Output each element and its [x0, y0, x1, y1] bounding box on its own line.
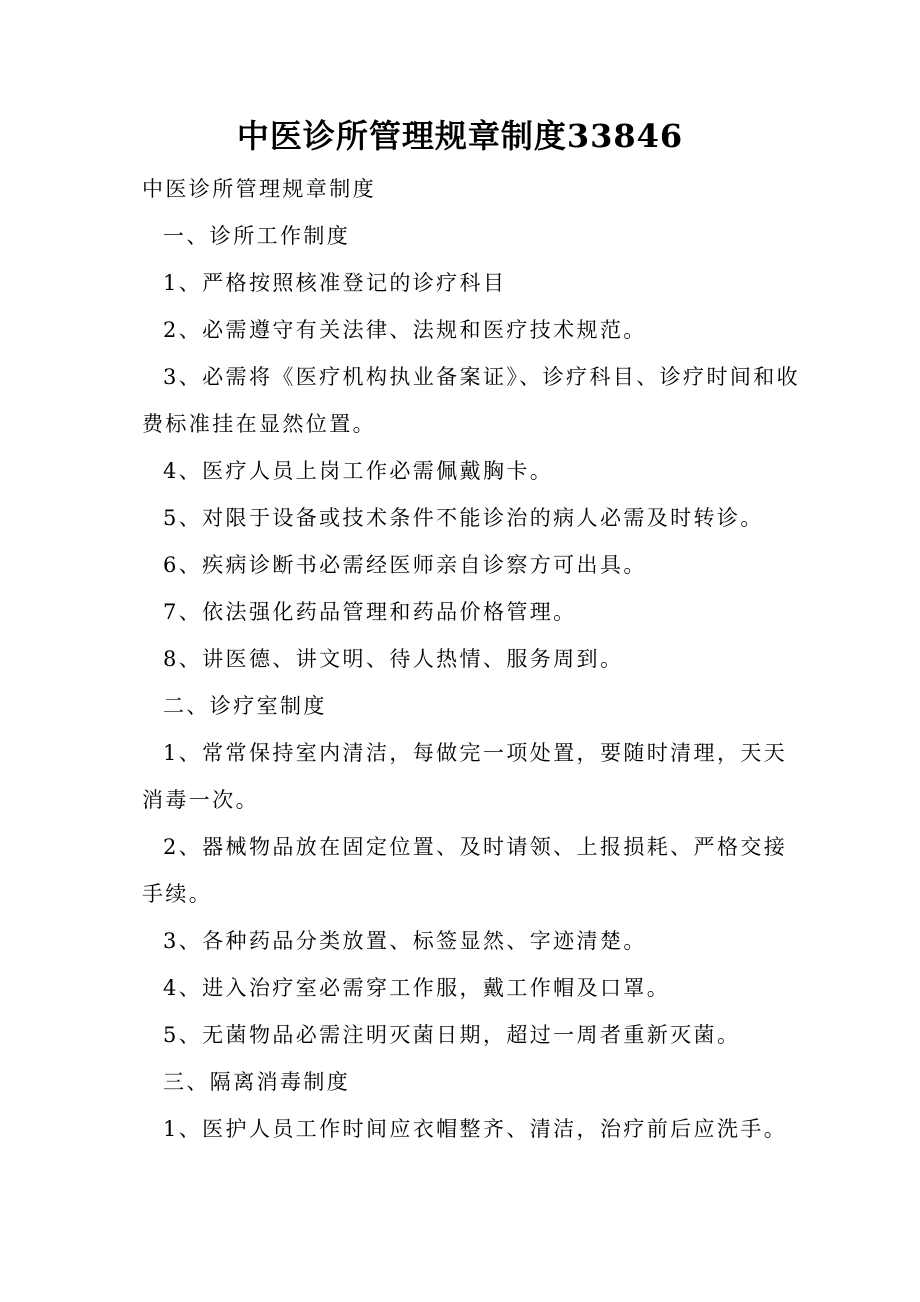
- paragraph-line: 5、对限于设备或技术条件不能诊治的病人必需及时转诊。: [163, 506, 764, 530]
- paragraph-line: 1、严格按照核准登记的诊疗科目: [163, 271, 507, 295]
- paragraph-line: 2、必需遵守有关法律、法规和医疗技术规范。: [163, 318, 647, 342]
- paragraph-continuation: 手续。: [142, 882, 213, 906]
- paragraph-line: 8、讲医德、讲文明、待人热情、服务周到。: [163, 647, 624, 671]
- paragraph-line: 2、器械物品放在固定位置、及时请领、上报损耗、严格交接: [163, 835, 788, 859]
- section-heading: 二、诊疗室制度: [163, 694, 327, 718]
- paragraph-line: 3、必需将《医疗机构执业备案证》、诊疗科目、诊疗时间和收: [163, 365, 801, 389]
- paragraph-line: 4、医疗人员上岗工作必需佩戴胸卡。: [163, 459, 554, 483]
- paragraph-line: 4、进入治疗室必需穿工作服，戴工作帽及口罩。: [163, 976, 671, 1000]
- paragraph-line: 3、各种药品分类放置、标签显然、字迹清楚。: [163, 929, 647, 953]
- paragraph-line: 7、依法强化药品管理和药品价格管理。: [163, 600, 577, 624]
- document-body: [142, 166, 801, 1153]
- section-heading: 一、诊所工作制度: [163, 224, 351, 248]
- paragraph-line: 1、常常保持室内清洁，每做完一项处置，要随时清理，天天: [163, 741, 788, 765]
- paragraph-line: 1、医护人员工作时间应衣帽整齐、清洁，治疗前后应洗手。: [163, 1117, 788, 1141]
- document-title: 中医诊所管理规章制度33846: [236, 117, 684, 155]
- section-heading: 三、隔离消毒制度: [163, 1070, 351, 1094]
- paragraph-continuation: 消毒一次。: [142, 788, 259, 812]
- paragraph-line: 6、疾病诊断书必需经医师亲自诊察方可出具。: [163, 553, 647, 577]
- paragraph-continuation: 费标准挂在显然位置。: [142, 412, 376, 436]
- paragraph-line: 5、无菌物品必需注明灭菌日期，超过一周者重新灭菌。: [163, 1023, 741, 1047]
- intro-line: 中医诊所管理规章制度: [142, 177, 376, 201]
